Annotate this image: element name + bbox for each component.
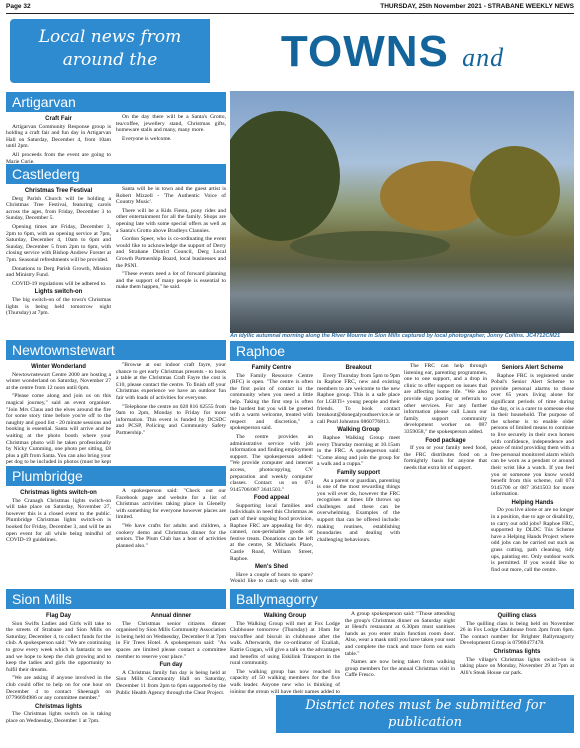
paragraph: The village's Christmas lights switch-on is taking place on Monday, November 29 at 7pm at Alli's Steak House car park. (460, 656, 574, 676)
paragraph: Opening times are Friday, December 3, 2pm to 6pm, with an opening service at 7pm, Saturday, December 4, 10am to 6pm and Sunday, December 5 from 2pm to 6pm, with closing service with Bishop Andrew Forster at 7pm. Seasonal refreshments will be provided. (6, 223, 111, 263)
paragraph: On the day there will be a Santa's Grotto, tea/coffee, jewellery stand, Christmas gifts, homeware stalls and many, many more. (116, 114, 226, 134)
food-package-heading: Food package (425, 437, 466, 444)
banner-title-and: and (462, 43, 505, 72)
paragraph: A Christmas family fun day is being held at Sion Mills Community Hall on Saturday, December 11 from 2pm to 6pm supported by the Public Health Agency through the Clear Project. (116, 669, 226, 696)
paragraph: The big switch-on of the town's Christmas lights is being held tomorrow night (Thursday) at 7pm. (6, 296, 111, 317)
deadline-line-2: no later than 5pm on Monday. (325, 732, 525, 747)
section-castlederg: Castlederg (6, 164, 226, 184)
paragraph: A group spokesperson said: "Those attending the group's Christmas dinner on Saturday night at Hend's restaurant at 6.30pm must sanitises hands as you enter main function room door. Also, wear a mask until you have taken your seat and complete the track and trace form on each table." (345, 611, 455, 657)
paragraph: A spokesperson said: "Check out our Facebook page and website for a list of Christmas activities taking place in Glenelly with something for everyone however places are limited. (116, 488, 226, 521)
section-raphoe: Raphoe (230, 341, 574, 361)
bally-lights-heading: Christmas lights (493, 648, 541, 655)
newtown-col-2 (116, 362, 226, 465)
submission-deadline-box (276, 695, 574, 747)
paragraph: Derg Parish Church will be holding a Christmas Tree Festival, featuring carols across the ages, from Friday, December 3 to Sunday, December 5. (6, 195, 111, 222)
plum-lights-heading: Christmas lights switch-on (20, 490, 97, 496)
mens-shed-heading: Men's Shed (254, 564, 289, 571)
section-newtownstewart: Newtownstewart (6, 340, 226, 360)
annual-dinner-heading: Annual dinner (150, 613, 192, 619)
seniors-alert-heading: Seniors Alert Scheme (501, 365, 564, 371)
plumbridge-col-1 (6, 488, 111, 586)
craft-fair-heading: Craft Fair (45, 116, 72, 122)
raphoe-col-4 (491, 363, 574, 585)
food-appeal-heading: Food appeal (253, 495, 290, 502)
paragraph: The Family Resource Centre (RFC) is open. "The centre is often the first point of contact in the community when you need a little help. Taking the first step is often the hardest but you will be greeted with a warm welcome, treated with respect and discretion," a spokesperson said. (230, 372, 313, 432)
family-centre-heading: Family Centre (251, 365, 292, 371)
raphoe-col-1 (230, 363, 313, 585)
paragraph: Santa will be in town and the guest artist is Robert Mizzell - 'The Authentic Voice of Country Music'. (116, 186, 226, 206)
paragraph: Raphoe FRC is registered under Pobal's Senior Alert Scheme to provide personal alarms to those over 65 years living alone for significant periods of time during the day, or is a carer to someone else in their household. The purpose of the scheme is to enable older persons of limited means to continue to live securely in their own homes with confidence, independence and peace of mind providing them with a free personal monitored alarm which can be worn as a pendant or around their wrist like a watch. If you feel you or someone you know would benefit from this scheme, call 074 9145706 or 087 3641503 for more information. (491, 372, 574, 498)
paragraph: The Christmas lights switch on is taking place on Wednesday, December 1 at 7pm. (6, 711, 111, 724)
paragraph: Do you live alone or are no longer in a position, due to age or disability, to carry out odd jobs? Raphoe FRC, supported by DLDC Tús Scheme have a Helping Hands Project where odd jobs can be carried out such as grass cutting, path cleaning, tidy ups, painting etc. Only outdoor work is permitted. If you would like to find out more, call the centre. (491, 507, 574, 573)
fun-day-heading: Fun day (159, 662, 183, 669)
paragraph: The Cranagh Christmas lights switch-on will take place on Saturday, November 27, however this is a closed event to the public. Plumbridge Christmas lights switch-on is booked for Friday, December 3, and will be an open event for all while being mindful of COVID-19 guidelines. (6, 497, 111, 544)
caption-text: An idyllic autumnal morning along the River Mourne in Sion Mills captured by local photographer, Jonny Collins. (230, 333, 525, 339)
paragraph: The Christmas senior citizens dinner organised by Sion Mills Community Association is being held on Wednesday, December 8 at 7pm in Fir Trees Hotel. A spokesperson said: "As spaces are limited please contact a committee member to reserve your place." (116, 620, 226, 660)
paragraph: Everyone is welcome. (122, 135, 172, 142)
banner-line-2: around the (62, 50, 158, 70)
paragraph: Artigarvan Community Response group is holding a craft fair and fun day in Artigarvan Hall on Saturday, December 4, from 10am until 2pm. (6, 123, 111, 150)
page-number: Page 32 (6, 3, 31, 10)
river-mourne-photo (230, 91, 574, 333)
paragraph: As a parent or guardian, parenting is one of the most rewarding things you will ever do, however the FRC recognises at times life throws up challenges and these can be overwhelming. Examples of the support that can be offered include: making routines, establishing boundaries and dealing with challenging behaviours. (317, 477, 400, 543)
paragraph: The walking group has now reached its capacity of 50 walking members for the five walk leader. Anyone new who is thinking of joining the group will have their names added to (230, 668, 340, 693)
section-sion-mills: Sion Mills (6, 589, 226, 609)
quilling-heading: Quilling class (497, 613, 537, 619)
breakout-heading: Breakout (345, 365, 372, 371)
sion-col-2 (116, 611, 226, 733)
family-support-heading: Family support (336, 469, 380, 476)
paragraph: COVID-19 regulations will be adhered to. (12, 280, 107, 287)
section-plumbridge: Plumbridge (6, 466, 226, 486)
artigarvan-col-2 (116, 114, 226, 164)
paragraph: "We are asking if anyone involved in the club could offer to help on for one hour on December 4 to contact Sheenagh on 07796694986 or any committee member." (6, 675, 111, 702)
flag-day-heading: Flag Day (45, 613, 71, 619)
photo-caption (230, 333, 574, 339)
banner-title-towns: TOWNS (280, 27, 449, 76)
artigarvan-col-1 (6, 114, 111, 164)
sion-col-1 (6, 611, 111, 733)
deadline-line-1: District notes must be submitted for publication (305, 698, 545, 730)
bally-col-1 (230, 611, 340, 693)
paragraph: Sion Swifts Ladies and Girls will take to the streets of Strabane and Sion Mills on Saturday, December 4, to collect funds for the club. A spokesperson said: "We are continuing to grow every week which is fantastic to see and we hope to keep the club growing and to keep the ladies and girls the opportunity to fulfil their dreams. (6, 620, 111, 673)
section-artigarvan: Artigarvan (6, 92, 226, 112)
banner-script (10, 19, 210, 83)
page-header (6, 3, 574, 14)
photo-credit: JC4712CM21 (526, 333, 561, 339)
paragraph: The quilling class is being held on November 26 in Fox Lodge Clubhouse from 2pm from 6pm. The contact number for Brighter Ballymagorry Development Group is 07960477478. (460, 620, 574, 647)
walking-group-heading: Walking Group (337, 427, 380, 434)
raphoe-col-2 (317, 363, 400, 585)
bally-col-2 (345, 611, 455, 693)
banner-line-1: Local news from (38, 27, 182, 47)
paragraph: Every Thursday from 5pm to 9pm in Raphoe FRC, new and existing members to are welcome to the new Raphoe group. This is a safe place for LGBTI+ young people and their friends. To book contact breakout@donegalyouthservice.ie or call Pearl Johnston 0860776813. (317, 372, 400, 425)
paragraph: There will be a Kids Fiesta, pony rides and other entertainment for all the family. Shops are opening late with some special offers as well as a Santa's Grotto above Bradleys Clannies. (116, 207, 226, 234)
paragraph: "We have crafts for adults and children, a cookery demo and Christmas dinner for the seniors. The Plum Club has a host of activities planned also." (116, 522, 226, 549)
section-ballymagorry: Ballymagorry (230, 589, 574, 609)
paragraph: Newtownstewart Centre 2000 are hosting a winter wonderland on Saturday, November 27 at the centre from 12 noon until 6pm. (6, 371, 111, 391)
paragraph: Names are now being taken from walking group members for the annual Christmas visit in Caffe Fresco. (345, 659, 455, 679)
paragraph: "Telephone the centre on 028 816 62555 from 9am to 2pm, Monday to Friday for more information. This event is funded by DCSDC and PCSP, Policing and Community Safety Partnership." (116, 403, 226, 436)
paragraph: "Please come along and join us on this magical journey," said an event organiser. "Join Mrs Claus and the elves around the fire for some story time before you're off to the naughty and good list - 20 minute sessions and booking is essential. Santa will arrive and be waiting at the photo booth where your Christmas photo will be taken professionally by Nicky Cumming, one photo per sitting, £8 plus a gift from Santa. You can also bring your pet dog to be included in photos (must be kept (6, 393, 111, 465)
paragraph: Have a couple of hours to spare? Would like to catch up with other (230, 571, 313, 585)
paragraph: The centre provides an administrative service with job information and finding employment support. The spokesperson added: "We provide computer and internet access, photocopying, CV preparation and weekly computer classes. Contact us on 074 9145706/087 3641503." (230, 433, 313, 493)
helping-hands-heading: Helping Hands (511, 499, 554, 506)
paragraph: "Browse at our indoor craft fayre, your chance to get early Christmas presents - to book a table at the Christmas Craft Fayre the cost is £10, please contact the centre. To finish off your Christmas experience we have an outdoor fun fair with loads of activities for everyone. (116, 362, 226, 401)
paragraph: Gordon Speer, who is co-ordinating the event would like to acknowledge the support of Derry and Strabane District Council, Derg Local Growth Partnership Board, local businesses and the PSNI. (116, 236, 226, 269)
paragraph: "These events need a lot of forward planning and the support of many people is essential to make them happen," he said. (116, 271, 226, 291)
castlederg-col-2 (116, 186, 226, 334)
raphoe-col-3 (404, 363, 487, 585)
paragraph: Raphoe Walking Group meet every Thursday morning at 10.15am in the FRC. A spokesperson said: "Come along and join the group for a walk and a cuppa." (317, 434, 400, 468)
winter-wonderland-heading: Winter Wonderland (31, 364, 86, 370)
paragraph: The Walking Group will met at Fox Lodge Clubhouse tomorrow (Thursday) at 10am for tea/coffee and biscuit in clubhouse after the walk. Afterwards, the co-ordinator of Ezaliah, Katrie Gragan, will give a talk on the advantages and benefits of using Eskilink Transport in the rural community. (230, 620, 340, 667)
date-line: THURSDAY, 25th November 2021 - STRABANE WEEKLY NEWS (380, 3, 574, 10)
sion-lights-heading: Christmas lights (34, 703, 82, 710)
bally-walking-heading: Walking Group (263, 613, 307, 619)
banner-title (211, 17, 574, 87)
lights-heading: Lights switch-on (34, 289, 83, 296)
newtown-col-1 (6, 362, 111, 465)
tree-festival-heading: Christmas Tree Festival (24, 188, 93, 194)
bally-col-3 (460, 611, 574, 693)
paragraph: The FRC can help through listening ear, parenting programmes, one to one support, and a drop in clinic to offer support on issues that are affecting home life. "We also provide sign posting or referrals to other services. For any further information please call Laura our family support community development worker on 087 3359058," the spokesperson added. (404, 363, 487, 435)
towns-villages-banner (6, 17, 574, 87)
paragraph: Supporting local families and individuals in need this Christmas as part of their ongoing food provision, Raphoe FRC are appealing for dry, canned, non-perishable goods or festive treats. Donations can be left at the centre, St Michaels Place, Castle Road, William Street, Raphoe. (230, 502, 313, 562)
paragraph: All proceeds from the event are going to Marie Curie. (6, 151, 111, 164)
paragraph: If you or your family need food, the FRC distributes food on a fortnightly basis for anyone that needs that extra bit of support. (404, 445, 487, 471)
castlederg-col-1 (6, 186, 111, 334)
paragraph: Donations to Derg Parish Growth, Mission and Ministry Fund. (6, 265, 111, 279)
plumbridge-col-2 (116, 488, 226, 586)
